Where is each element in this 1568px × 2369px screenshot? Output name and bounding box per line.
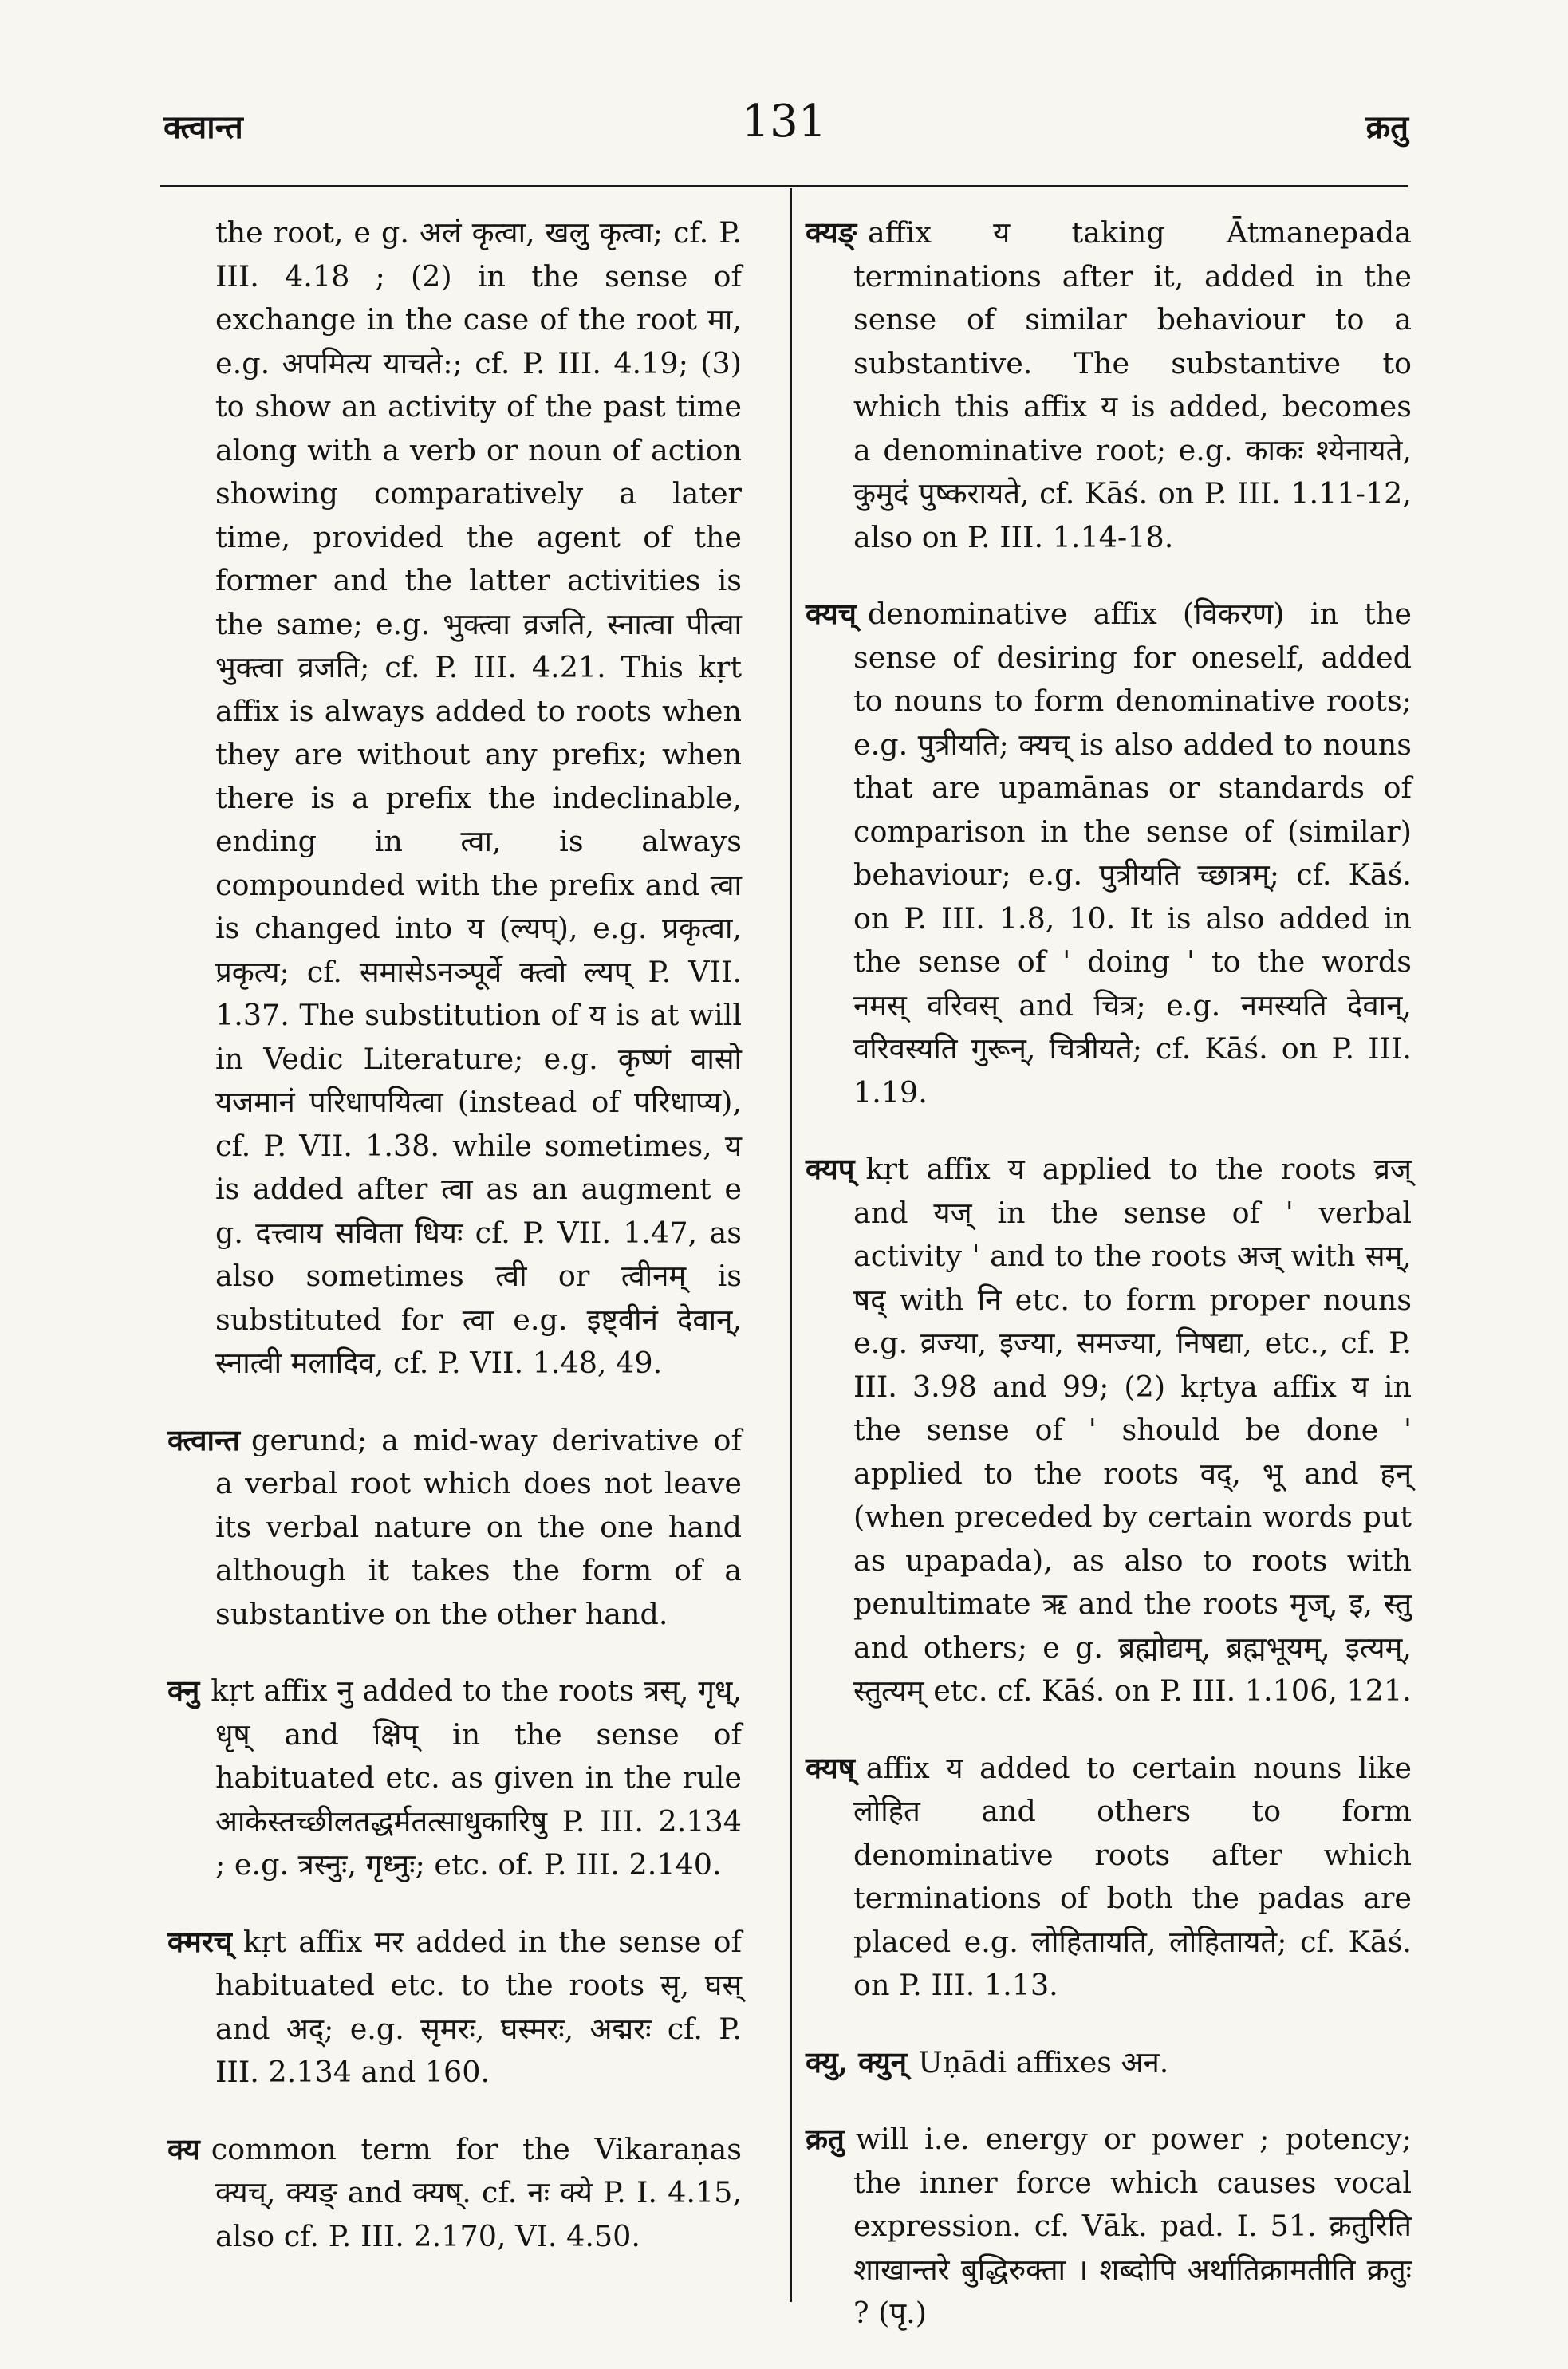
dictionary-entry — [806, 2041, 1412, 2085]
entry-headword: क्त्वान्त — [167, 1422, 241, 1457]
dictionary-entry — [167, 1419, 742, 1637]
entry-definition: affix य added to certain nouns like लोहित and others to form denominative roots after which terminations of both the padas are placed e.g. लोहितायति, लोहितायते; cf. Kāś. on P. III. 1.13. — [853, 1750, 1412, 2002]
entry-headword: क्य — [167, 2131, 200, 2166]
entry-headword: क्यङ् — [806, 215, 857, 250]
entry-definition: affix य taking Ātmanepada terminations after it, added in the sense of similar behaviour to a substantive. The substantive to which this affix य is added, becomes a denominative root; e.g. काकः श्येनायते, कुमुदं पुष्करायते, cf. Kāś. on P. III. 1.11-12, also on P. III. 1.14-18. — [853, 215, 1412, 554]
entry-definition: kṛt affix मर added in the sense of habituated etc. to the roots सृ, घस् and अद्; e.g. सृमरः, घस्मरः, अद्मरः cf. P. III. 2.134 and 160. — [215, 1924, 742, 2089]
entry-headword: क्यु, क्युन् — [806, 2044, 908, 2079]
entry-definition: Uṇādi affixes अन. — [918, 2044, 1169, 2079]
entry-headword: क्मरच् — [167, 1924, 232, 1959]
dictionary-entry — [806, 211, 1412, 559]
left-column — [167, 211, 742, 2292]
dictionary-entry — [806, 1148, 1412, 1713]
dictionary-entry — [167, 2128, 742, 2259]
dictionary-entry — [806, 593, 1412, 1114]
column-divider — [790, 188, 792, 2302]
entry-definition: common term for the Vikaraṇas क्यच्, क्यङ् and क्यष्. cf. नः क्ये P. I. 4.15, also cf. P. III. 2.170, VI. 4.50. — [211, 2131, 742, 2253]
entry-definition: kṛt affix य applied to the roots व्रज् and यज् in the sense of ' verbal activity ' and to the roots अज् with सम्, षद् with नि etc. to form proper nouns e.g. व्रज्या, इज्या, समज्या, निषद्या, etc., cf. P. III. 3.98 and 99; (2) kṛtya affix य in the sense of ' should be done ' applied to the roots वद्, भू and हन् (when preceded by certain words put as upapada), as also to roots with penultimate ऋ and the roots मृज्, इ, स्तु and others; e g. ब्रह्मोद्यम्, ब्रह्मभूयम्, इत्यम्, स्तुत्यम् etc. cf. Kāś. on P. III. 1.106, 121. — [853, 1152, 1412, 1708]
page-number: 131 — [741, 96, 827, 148]
dictionary-entry — [806, 2118, 1412, 2335]
entry-headword: क्यष् — [806, 1750, 855, 1785]
running-head-left: क्त्वान्त — [163, 108, 243, 146]
dictionary-entry — [806, 1747, 1412, 2008]
entry-definition: will i.e. energy or power ; potency; the inner force which causes vocal expression. cf. Vāk. pad. I. 51. क्रतुरिति शाखान्तरे बुद्धिरुक्ता । शब्दोपि अर्थातिक्रामतीति क्रतुः ? (पृ.) — [853, 2122, 1412, 2330]
entry-headword: क्यच् — [806, 597, 857, 631]
entry-headword: क्यप् — [806, 1152, 855, 1186]
entry-headword: क्रतु — [806, 2122, 845, 2156]
entry-definition: denominative affix (विकरण) in the sense of desiring for oneself, added to nouns to form denominative roots; e.g. पुत्रीयति; क्यच् is also added to nouns that are upamānas or standards of comparison in the sense of (similar) behaviour; e.g. पुत्रीयति च्छात्रम्; cf. Kāś. on P. III. 1.8, 10. It is also added in the sense of ' doing ' to the words नमस् वरिवस् and चित्र; e.g. नमस्यति देवान्, वरिवस्यति गुरून्, चित्रीयते; cf. Kāś. on P. III. 1.19. — [853, 597, 1412, 1110]
header-rule — [160, 185, 1408, 187]
right-column — [806, 211, 1412, 2369]
entry-definition: kṛt affix नु added to the roots त्रस्, गृध्, धृष् and क्षिप् in the sense of habituated etc. as given in the rule आकेस्तच्छीलतद्धर्मतत्साधुकारिषु P. III. 2.134 ; e.g. त्रस्नुः, गृध्नुः; etc. of. P. III. 2.140. — [211, 1673, 742, 1882]
entry-headword: क्नु — [167, 1673, 200, 1708]
dictionary-entry — [167, 1921, 742, 2095]
entry-continuation: the root, e g. अलं कृत्वा, खलु कृत्वा; cf. P. III. 4.18 ; (2) in the sense of exchange in the case of the root मा, e.g. अपमित्य याचते:; cf. P. III. 4.19; (3) to show an activity of the past time along with a verb or noun of action showing comparatively a later time, provided the agent of the former and the latter activities is the same; e.g. भुक्त्वा व्रजति, स्नात्वा पीत्वा भुक्त्वा व्रजति; cf. P. III. 4.21. This kṛt affix is always added to roots when they are without any prefix; when there is a prefix the indeclinable, ending in त्वा, is always compounded with the prefix and त्वा is changed into य (ल्यप्), e.g. प्रकृत्वा, प्रकृत्य; cf. समासेऽनञ्पूर्वे क्त्वो ल्यप् P. VII. 1.37. The substitution of य is at will in Vedic Literature; e.g. कृष्णं वासो यजमानं परिधापयित्वा (instead of परिधाप्य), cf. P. VII. 1.38. while sometimes, य is added after त्वा as an augment e g. दत्त्वाय सविता धियः cf. P. VII. 1.47, as also sometimes त्वी or त्वीनम् is substituted for त्वा e.g. इष्ट्वीनं देवान्, स्नात्वी मलादिव, cf. P. VII. 1.48, 49. — [215, 215, 742, 1380]
dictionary-entry — [167, 1669, 742, 1887]
entry-definition: gerund; a mid-way derivative of a verbal root which does not leave its verbal nature on the one hand although it takes the form of a substantive on the other hand. — [215, 1422, 742, 1631]
running-head — [0, 96, 1568, 152]
running-head-right: क्रतु — [1365, 108, 1408, 146]
